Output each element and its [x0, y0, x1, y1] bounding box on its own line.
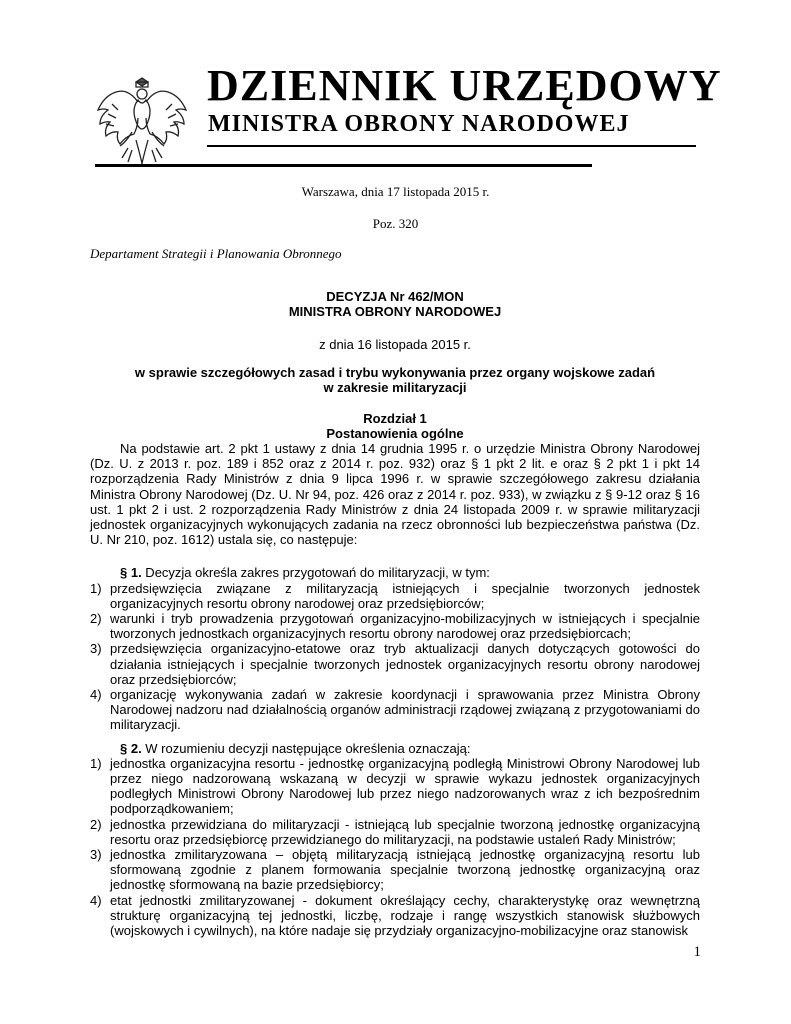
list-item-text: warunki i tryb prowadzenia przygotowań organizacyjno-mobilizacyjnych w istniejących i specjalnie tworzonych jednostkach organizacyjnych resortu obrony narodowej oraz przedsiębiorcach; — [110, 611, 700, 642]
list-item — [90, 756, 700, 817]
list-item-number: 2) — [90, 816, 102, 832]
list-item — [90, 893, 700, 939]
list-item-number: 4) — [90, 892, 102, 908]
page-number: 1 — [693, 944, 701, 960]
masthead-title: DZIENNIK URZĘDOWY — [207, 61, 722, 110]
list-item-text: jednostka organizacyjna resortu - jednostkę organizacyjną podległą Ministrowi Obrony Narodowej lub przez niego nadzorowaną wskazaną w decyzji w sprawie wykazu jednostek organizacyjnych podległych Ministrowi Obrony Narodowej lub przez niego nadzorowanych wraz z ich bezpośrednim podporządkowaniem; — [110, 755, 700, 817]
decision-date: z dnia 16 listopada 2015 r. — [319, 337, 471, 352]
list-item — [90, 817, 700, 847]
list-item — [90, 611, 700, 641]
masthead-subtitle: MINISTRA OBRONY NARODOWEJ — [208, 111, 630, 137]
decision-subject — [90, 365, 700, 395]
list-item-number: 1) — [90, 580, 102, 596]
list-item-text: organizację wykonywania zadań w zakresie koordynacji i sprawowania przez Ministra Obrony Narodowej nadzoru nad działalnością organów administracji rządowej związaną z przygotowaniami do militaryzacji. — [110, 687, 700, 733]
section-1-list — [90, 581, 700, 733]
section-2-list — [90, 756, 700, 938]
decision-title — [90, 289, 700, 319]
subject-line-1: w sprawie szczegółowych zasad i trybu wykonywania przez organy wojskowe zadań — [134, 365, 656, 380]
department-name: Departament Strategii i Planowania Obronnego — [90, 246, 342, 261]
list-item-text: etat jednostki zmilitaryzowanej - dokument określający cechy, charakterystykę oraz wewnętrzną strukturę organizacyjną tej jednostki, liczbę, rodzaje i rangę wszystkich stanowisk służbowych (wojskowych i cywilnych), na które nadaje się przydziały organizacyjno-mobilizacyjne oraz stanowisk — [110, 892, 700, 939]
masthead-rule — [207, 145, 696, 147]
list-item-number: 4) — [90, 687, 102, 703]
list-item-text: przedsięwzięcia związane z militaryzacją istniejących i specjalnie tworzonych jednostek organizacyjnych resortu obrony narodowej oraz przedsiębiorców; — [110, 580, 700, 611]
decision-number: DECYZJA Nr 462/MON — [326, 289, 464, 304]
document-body — [90, 441, 700, 938]
chapter-subtitle: Postanowienia ogólne — [326, 426, 464, 441]
section-1-intro-text: Decyzja określa zakres przygotowań do militaryzacji, w tym: — [141, 565, 490, 581]
list-item — [90, 581, 700, 611]
list-item-text: jednostka przewidziana do militaryzacji - istniejącą lub specjalnie tworzoną jednostkę organizacyjną resortu oraz przedsiębiorcę przewidzianego do militaryzacji, na podstawie ustaleń Rady Ministrów; — [110, 816, 700, 847]
section-1-intro — [90, 565, 700, 580]
preamble-paragraph: Na podstawie art. 2 pkt 1 ustawy z dnia 14 grudnia 1995 r. o urzędzie Ministra Obrony Narodowej (Dz. U. z 2013 r. poz. 189 i 852 oraz z 2014 r. poz. 932) oraz § 1 pkt 2 lit. e oraz § 2 pkt 1 i pkt 14 rozporządzenia Rady Ministrów z dnia 9 lipca 1996 r. w sprawie szczegółowego zakresu działania Ministra Obrony Narodowej (Dz. U. Nr 94, poz. 426 oraz z 2014 r. poz. 933), w związku z § 9-12 oraz § 16 ust. 1 pkt 2 i ust. 2 rozporządzenia Rady Ministrów z dnia 24 listopada 2009 r. w sprawie militaryzacji jednostek organizacyjnych wykonujących zadania na rzecz obronności lub bezpieczeństwa państwa (Dz. U. Nr 210, poz. 1612) ustala się, co następuje: — [90, 441, 700, 548]
section-2-intro — [90, 741, 700, 756]
list-item-number: 1) — [90, 755, 102, 771]
list-item-number: 3) — [90, 641, 102, 657]
decision-issuer: MINISTRA OBRONY NARODOWEJ — [288, 304, 502, 319]
list-item-text: przedsięwzięcia organizacyjno-etatowe oraz tryb aktualizacji danych dotyczących gotowości do działania istniejących i specjalnie tworzonych jednostek organizacyjnych resortu obrony narodowej oraz przedsiębiorców; — [110, 641, 700, 687]
subject-line-2: w zakresie militaryzacji — [323, 380, 467, 395]
polish-eagle-emblem-icon — [92, 70, 192, 170]
list-item — [90, 687, 700, 733]
chapter-heading — [90, 411, 700, 441]
section-1-mark: § 1. — [120, 565, 142, 581]
section-2-mark: § 2. — [120, 740, 142, 756]
list-item-number: 2) — [90, 611, 102, 627]
section-2-intro-text: W rozumieniu decyzji następujące określenia oznaczają: — [141, 740, 471, 756]
chapter-title: Rozdział 1 — [363, 411, 427, 426]
list-item — [90, 847, 700, 893]
list-item-text: jednostka zmilitaryzowana – objętą militaryzacją istniejącą jednostkę organizacyjną resortu lub sformowaną zgodnie z planem formowania specjalnie tworzoną jednostkę organizacyjną oraz jednostkę sformowaną na bazie przedsiębiorcy; — [110, 847, 700, 893]
list-item-number: 3) — [90, 847, 102, 863]
header-divider — [95, 164, 592, 167]
position-number: Poz. 320 — [372, 216, 419, 231]
list-item — [90, 641, 700, 687]
issue-date: Warszawa, dnia 17 listopada 2015 r. — [301, 184, 490, 199]
